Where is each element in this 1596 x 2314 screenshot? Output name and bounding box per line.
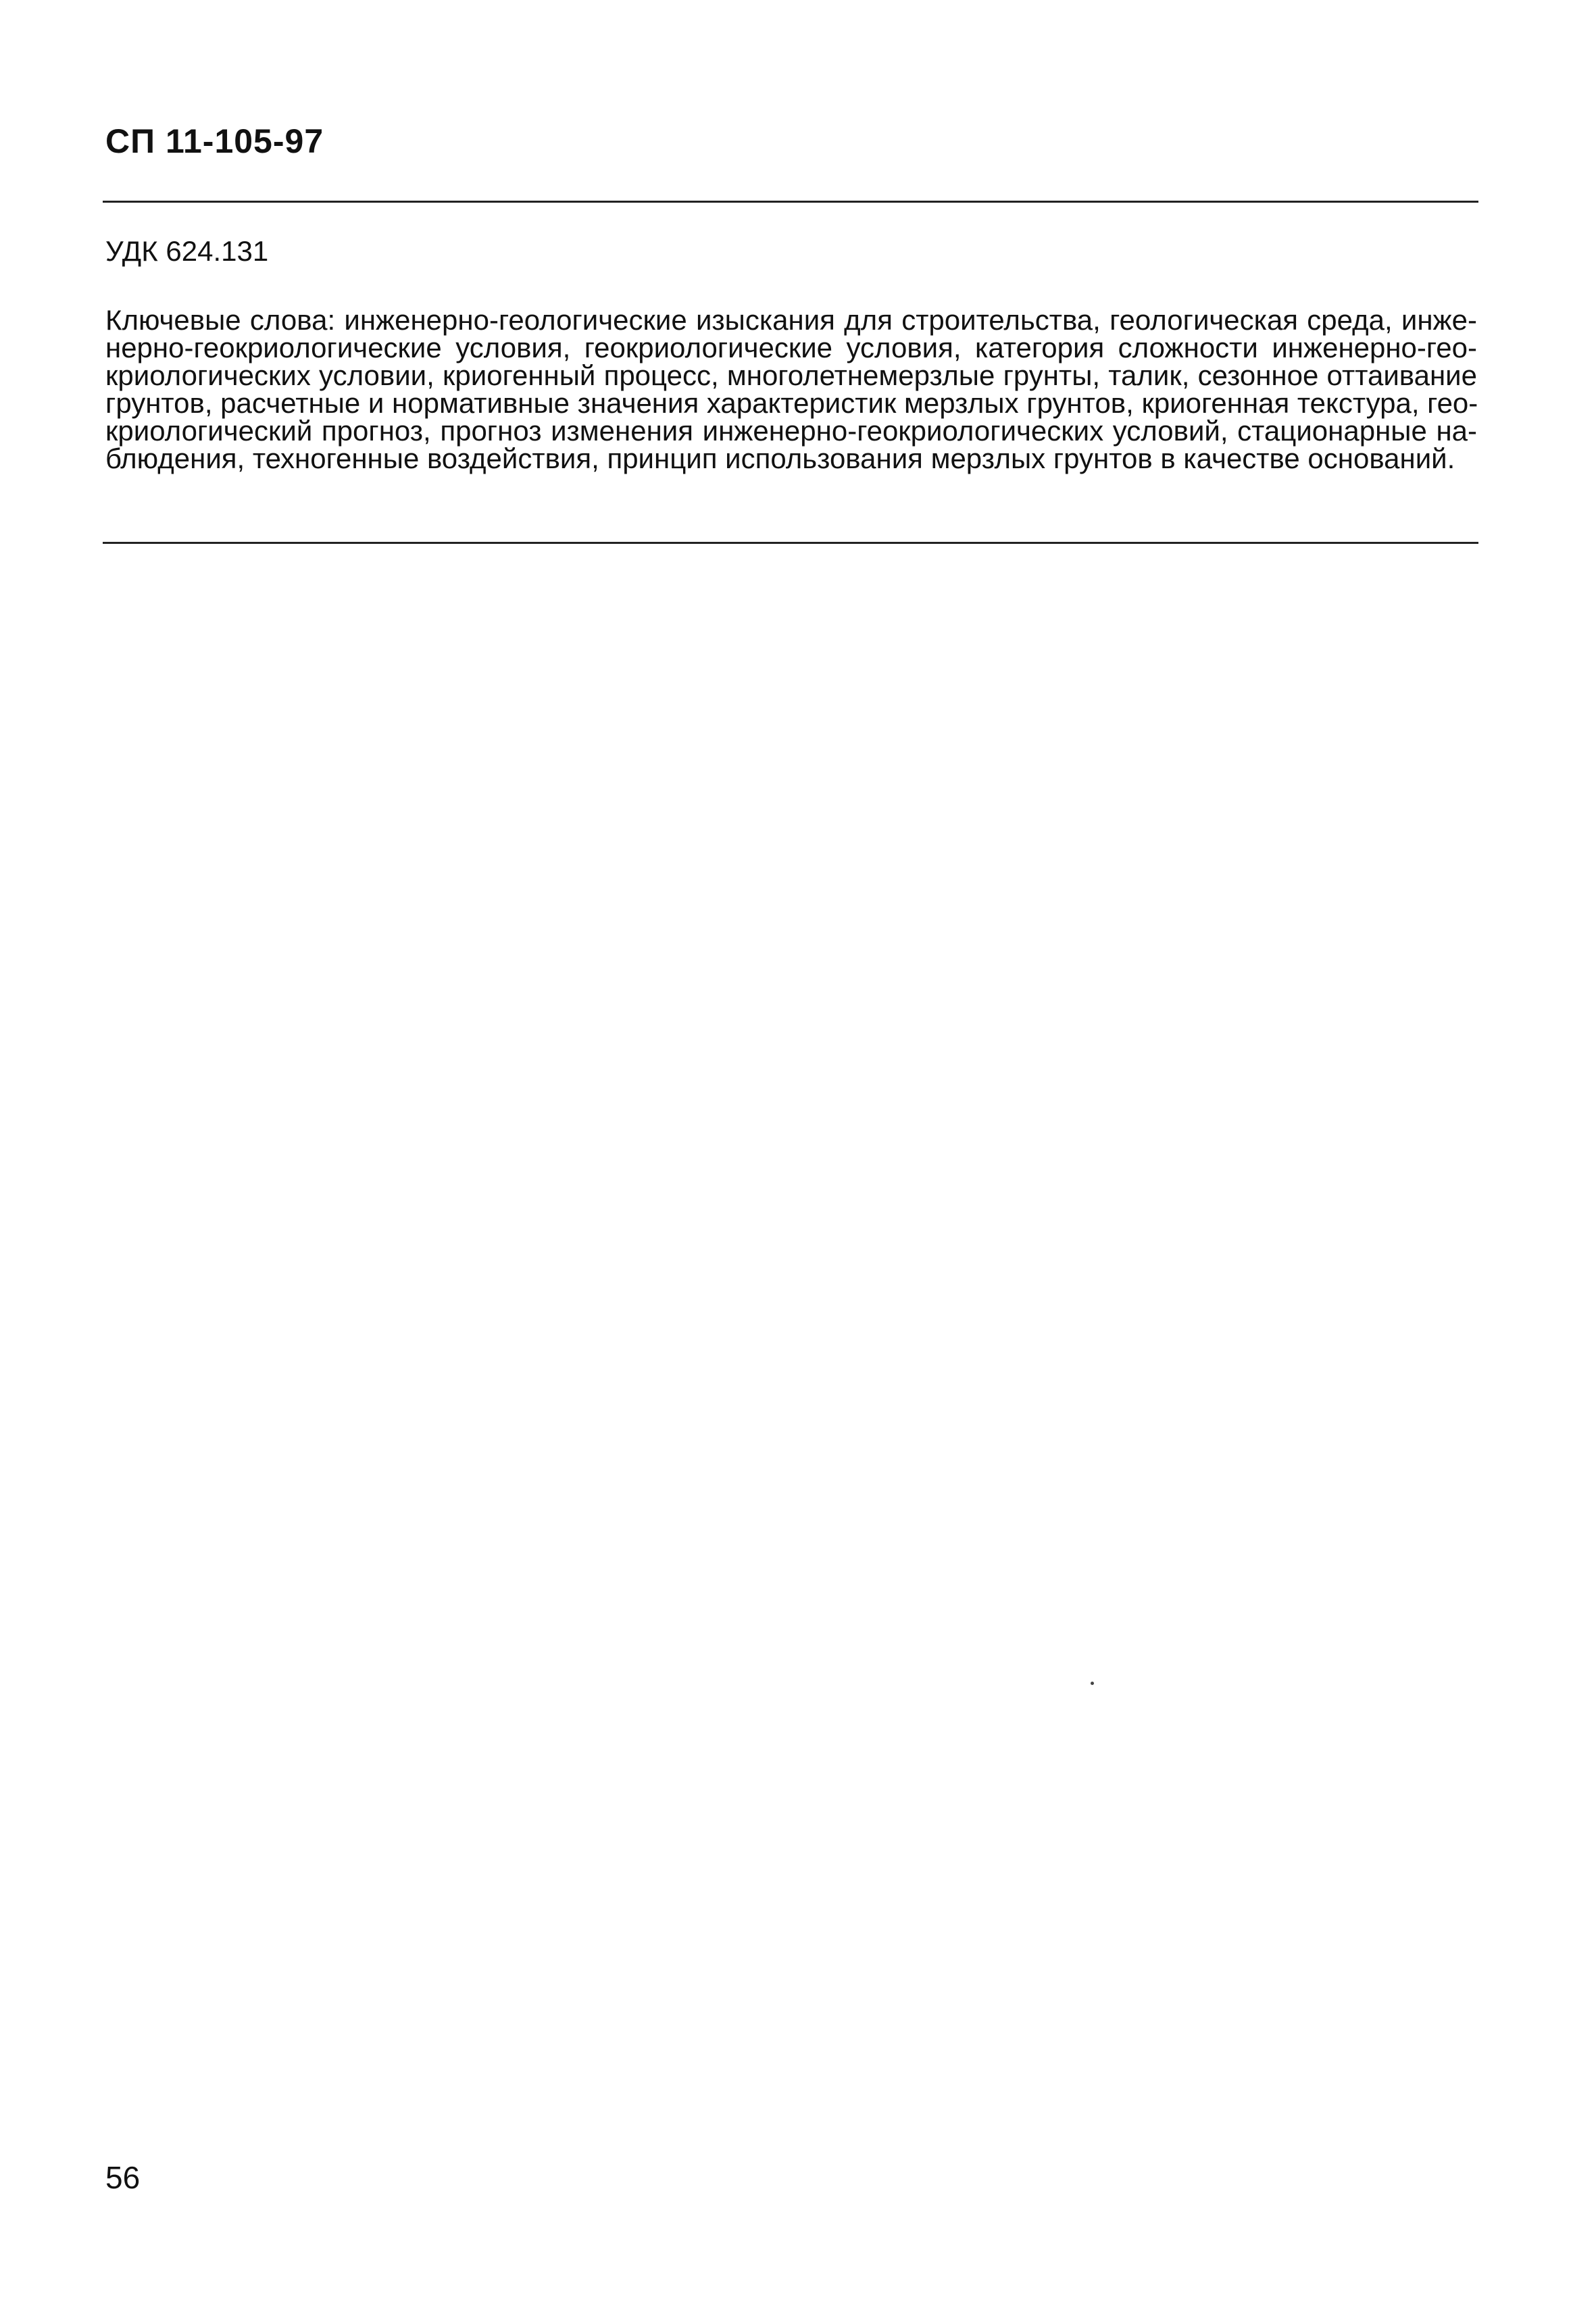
keywords-line: грунтов, расчетные и нормативные значения характеристик мерзлых грунтов, криогенная текстура, гео- <box>105 387 1478 419</box>
top-divider <box>103 201 1478 203</box>
keywords-line: нерно-геокриологические условия, геокриологические условия, категория сложности инженерно-гео- <box>105 332 1477 363</box>
keywords-line: криологический прогноз, прогноз изменения инженерно-геокриологических условий, стационарные на- <box>105 415 1477 447</box>
bottom-divider <box>103 542 1478 544</box>
keywords-paragraph <box>105 306 1477 472</box>
document-code: СП 11-105-97 <box>105 122 324 160</box>
keywords-line: Ключевые слова: инженерно-геологические изыскания для строительства, геологическая среда, инже- <box>105 304 1477 336</box>
keywords-line: криологических условии, криогенный процесс, многолетнемерзлые грунты, талик, сезонное оттаивание <box>105 359 1477 391</box>
keywords-line: блюдения, техногенные воздействия, принцип использования мерзлых грунтов в качестве оснований. <box>105 443 1455 474</box>
page-number: 56 <box>105 2160 141 2195</box>
udk-code: УДК 624.131 <box>105 235 269 267</box>
scan-speck <box>1091 1682 1094 1685</box>
